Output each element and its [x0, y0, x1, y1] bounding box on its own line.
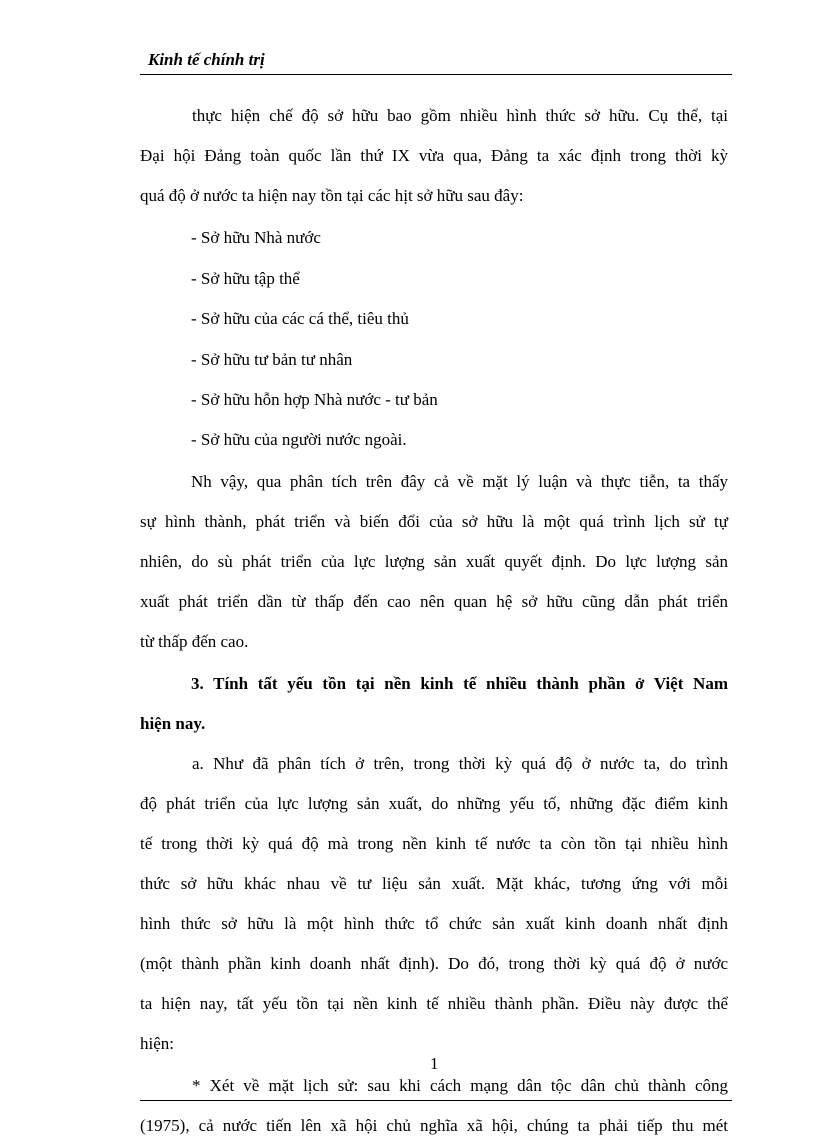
paragraph-line: Nh vậy, qua phân tích trên đây cả về mặt lý luận và thực tiễn, ta thấy [191, 472, 728, 491]
paragraph-line: ta hiện nay, tất yếu tồn tại nền kinh tế nhiều thành phần. Điều này được thể [140, 994, 728, 1013]
section-heading: 3. Tính tất yếu tồn tại nền kinh tế nhiều thành phần ở Việt Nam [191, 674, 728, 693]
paragraph-line: quá độ ở nước ta hiện nay tồn tại các hịt sở hữu sau đây: [140, 186, 524, 205]
section-heading: hiện nay. [140, 714, 206, 733]
list-item: - Sở hữu hỗn hợp Nhà nước - tư bản [191, 390, 438, 409]
footer-rule [140, 1100, 732, 1101]
paragraph-line: xuất phát triển dần từ thấp đến cao nên quan hệ sở hữu cũng dẫn phát triển [140, 592, 728, 611]
paragraph-line: thực hiện chế độ sở hữu bao gồm nhiều hình thức sở hữu. Cụ thể, tại [192, 106, 728, 125]
paragraph-line: (một thành phần kinh doanh nhất định). Do đó, trong thời kỳ quá độ ở nước [140, 954, 728, 973]
paragraph-line: nhiên, do sù phát triển của lực lượng sản xuất quyết định. Do lực lượng sản [140, 552, 728, 571]
paragraph-line: hình thức sở hữu là một hình thức tổ chức sản xuất kinh doanh nhất định [140, 914, 728, 933]
paragraph-line: * Xét về mặt lịch sử: sau khi cách mạng dân tộc dân chủ thành công [192, 1076, 728, 1095]
header-rule [140, 74, 732, 75]
paragraph-line: a. Như đã phân tích ở trên, trong thời kỳ quá độ ở nước ta, do trình [192, 754, 728, 773]
paragraph-line: tế trong thời kỳ quá độ mà trong nền kinh tế nước ta còn tồn tại nhiều hình [140, 834, 728, 853]
list-item: - Sở hữu Nhà nước [191, 228, 321, 247]
list-item: - Sở hữu tập thể [191, 269, 300, 288]
page-header [140, 46, 732, 76]
header-title: Kinh tế chính trị [148, 50, 265, 69]
paragraph-line: từ thấp đến cao. [140, 632, 249, 651]
paragraph-line: (1975), cả nước tiến lên xã hội chủ nghĩa xã hội, chúng ta phải tiếp thu mét [140, 1116, 728, 1135]
page-number: 1 [430, 1054, 439, 1073]
paragraph-line: thức sở hữu khác nhau về tư liệu sản xuất. Mặt khác, tương ứng với mỗi [140, 874, 728, 893]
paragraph-line: Đại hội Đảng toàn quốc lần thứ IX vừa qua, Đảng ta xác định trong thời kỳ [140, 146, 728, 165]
paragraph-line: độ phát triển của lực lượng sản xuất, do những yếu tố, những đặc điểm kinh [140, 794, 728, 813]
paragraph-line: sự hình thành, phát triển và biến đổi của sở hữu là một quá trình lịch sử tự [140, 512, 728, 531]
list-item: - Sở hữu tư bản tư nhân [191, 350, 353, 369]
list-item: - Sở hữu của người nước ngoài. [191, 430, 407, 449]
list-item: - Sở hữu của các cá thể, tiêu thủ [191, 309, 409, 328]
paragraph-line: hiện: [140, 1034, 174, 1053]
